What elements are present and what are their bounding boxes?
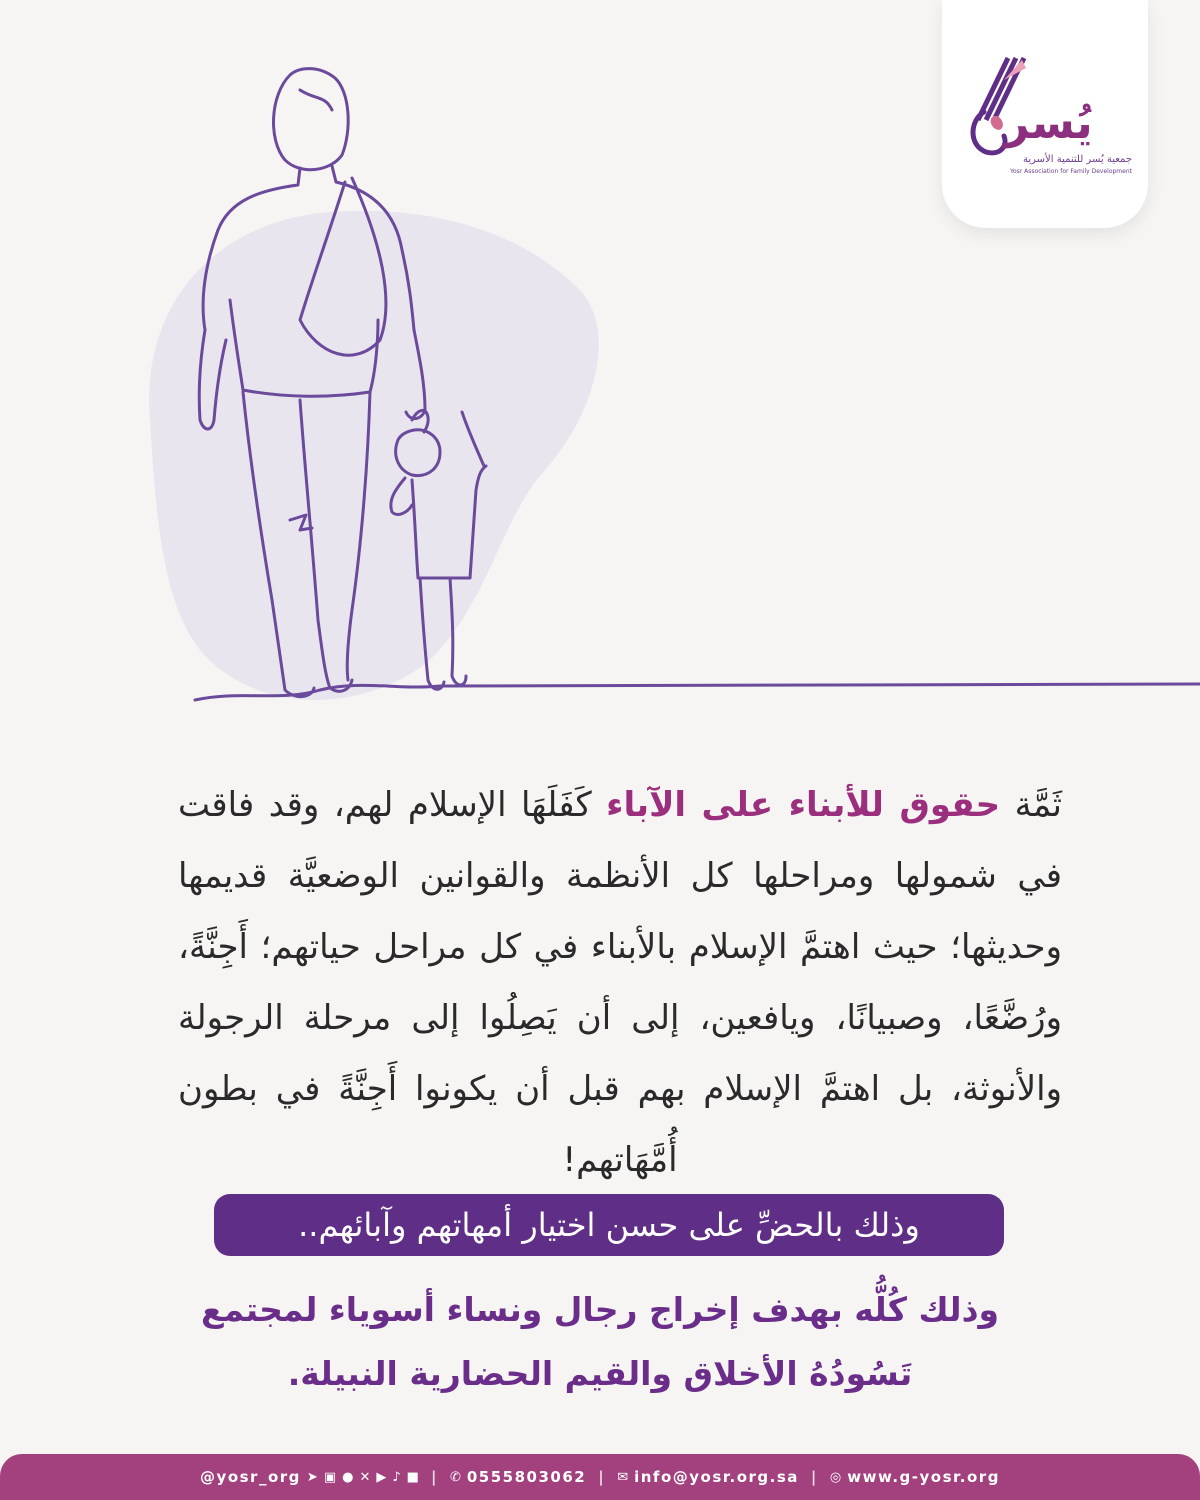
website-url: www.g-yosr.org (847, 1468, 1000, 1486)
telegram-icon[interactable]: ➤ (306, 1469, 318, 1485)
footer-phone[interactable] (450, 1468, 586, 1486)
email-address: info@yosr.org.sa (634, 1468, 799, 1486)
highlight-pill (214, 1194, 1004, 1256)
footer-email[interactable] (617, 1468, 799, 1486)
x-icon[interactable]: ✕ (359, 1469, 371, 1485)
youtube-icon[interactable]: ▶ (376, 1469, 387, 1485)
pill-text: وذلك بالحضِّ على حسن اختيار أمهاتهم وآبائهم.. (298, 1206, 920, 1244)
footer-bar (0, 1454, 1200, 1500)
footer-separator: | (430, 1468, 438, 1486)
logo-subtitle: جمعية يُسر للتنمية الأسرية (1023, 154, 1132, 165)
closing-text: وذلك كُلُّه بهدف إخراج رجال ونساء أسوياء لمجتمع تَسُودُهُ الأخلاق والقيم الحضارية النبيلة. (200, 1290, 1000, 1393)
footer-social (200, 1468, 419, 1486)
body-highlight: حقوق للأبناء على الآباء (606, 785, 1001, 825)
body-paragraph (178, 770, 1062, 1196)
email-icon: ✉ (617, 1469, 629, 1485)
social-handle[interactable]: @yosr_org (200, 1468, 301, 1486)
background-blob (149, 211, 599, 700)
footer-separator: | (598, 1468, 606, 1486)
phone-number: 0555803062 (466, 1468, 587, 1486)
body-part1: ثَمَّة (1014, 785, 1062, 825)
logo-name: يُسر (1004, 98, 1093, 149)
body-part2: كَفَلَهَا الإسلام لهم، وقد فاقت في شمولها ومراحلها كل الأنظمة والقوانين الوضعيَّة قديمها وحديثها؛ حيث اهتمَّ الإسلام بالأبناء في كل مراحل حياتهم؛ أَجِنَّةً، ورُضَّعًا، وصبيانًا، ويافعين، إلى أن يَصِلُوا إلى مرحلة الرجولة والأنوثة، بل اهتمَّ الإسلام بهم قبل أن يكونوا أَجِنَّةً في بطون أُمَّهَاتهم! (178, 785, 1062, 1180)
tiktok-icon[interactable]: ♪ (392, 1469, 401, 1485)
instagram-icon[interactable]: ▣ (323, 1469, 337, 1485)
logo-english: Yosr Association for Family Development (1010, 168, 1132, 175)
footer-separator: | (810, 1468, 818, 1486)
globe-icon: ◎ (829, 1469, 842, 1485)
logo-card (942, 0, 1148, 228)
snapchat-icon[interactable]: ● (342, 1469, 354, 1485)
footer-website[interactable] (830, 1468, 1000, 1486)
phone-icon: ✆ (449, 1469, 461, 1485)
linkedin-icon[interactable]: ■ (406, 1469, 419, 1485)
